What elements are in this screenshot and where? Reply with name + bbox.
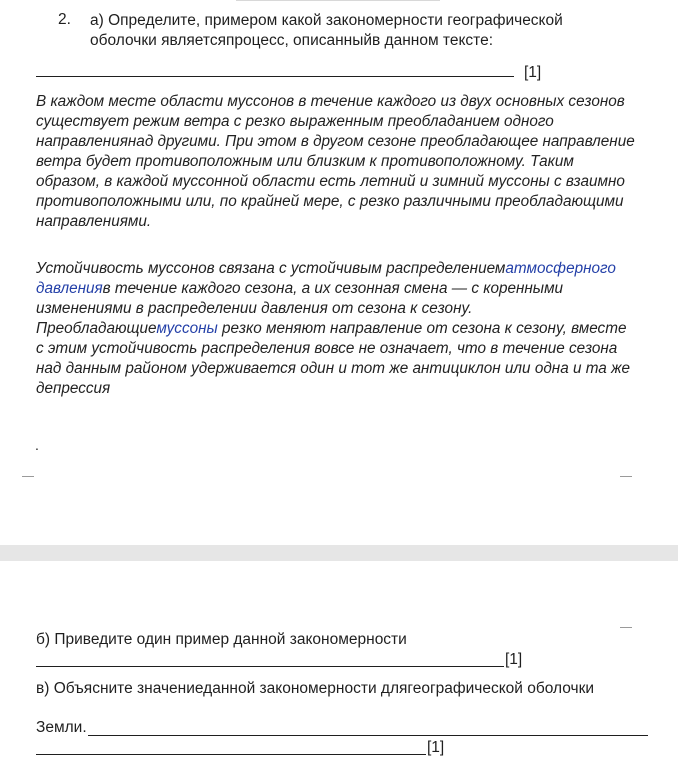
answer-line-a[interactable] — [36, 76, 514, 77]
answer-line-c-1[interactable] — [88, 735, 648, 736]
question-number: 2. — [58, 11, 71, 28]
mark-a: [1] — [524, 64, 542, 81]
margin-dash-left — [22, 476, 34, 477]
passage-paragraph-2 — [36, 259, 636, 399]
page-top-rule — [236, 0, 440, 1]
worksheet-page-2 — [0, 561, 678, 766]
passage-p2-end: резко меняют направление от сезона к сезону, вместе с этим устойчивость распределения вовсе не означает, что в течение сезона над данным районом удерживается один и тот же антициклон или одна и та же депрессия — [36, 320, 631, 397]
stray-dot: . — [35, 437, 39, 453]
page-separator — [0, 545, 678, 561]
passage-paragraph-1: В каждом месте области муссонов в течение каждого из двух основных сезонов существует режим ветра с резко выраженным преобладанием одного направлениянад другими. При этом в другом сезоне преобладающее направление ветра будет противоположным или близким к противоположному. Таким образом, в каждой муссонной области есть летний и зимний муссоны с взаимно противоположными или, по крайней мере, с резко различными преобладающими направлениями. — [36, 93, 635, 230]
passage-p2-middle: в течение каждого сезона, а их сезонная смена — с коренными изменениями в распределении давления от сезона к сезону. Преобладающие — [36, 280, 564, 337]
margin-dash-right-2 — [620, 627, 632, 628]
answer-line-b[interactable] — [36, 666, 504, 667]
question-c-text: в) Объясните значениеданной закономерности длягеографической оболочки — [36, 680, 595, 697]
question-a-text: а) Определите, примером какой закономерности географической оболочки являетсяпроцесс, описанныйв данном тексте: — [90, 12, 563, 49]
link-monsoons[interactable]: муссоны — [156, 320, 218, 337]
question-b-text: б) Приведите один пример данной закономерности — [36, 631, 407, 648]
earth-label: Земли. — [36, 719, 87, 736]
margin-dash-right — [620, 476, 632, 477]
link-atmospheric-pressure[interactable]: атмосферного давления — [36, 260, 616, 297]
answer-line-c-2[interactable] — [36, 754, 426, 755]
passage-p2-start: Устойчивость муссонов связана с устойчивым распределением — [36, 260, 506, 277]
mark-b: [1] — [505, 651, 523, 668]
mark-c: [1] — [427, 739, 445, 756]
